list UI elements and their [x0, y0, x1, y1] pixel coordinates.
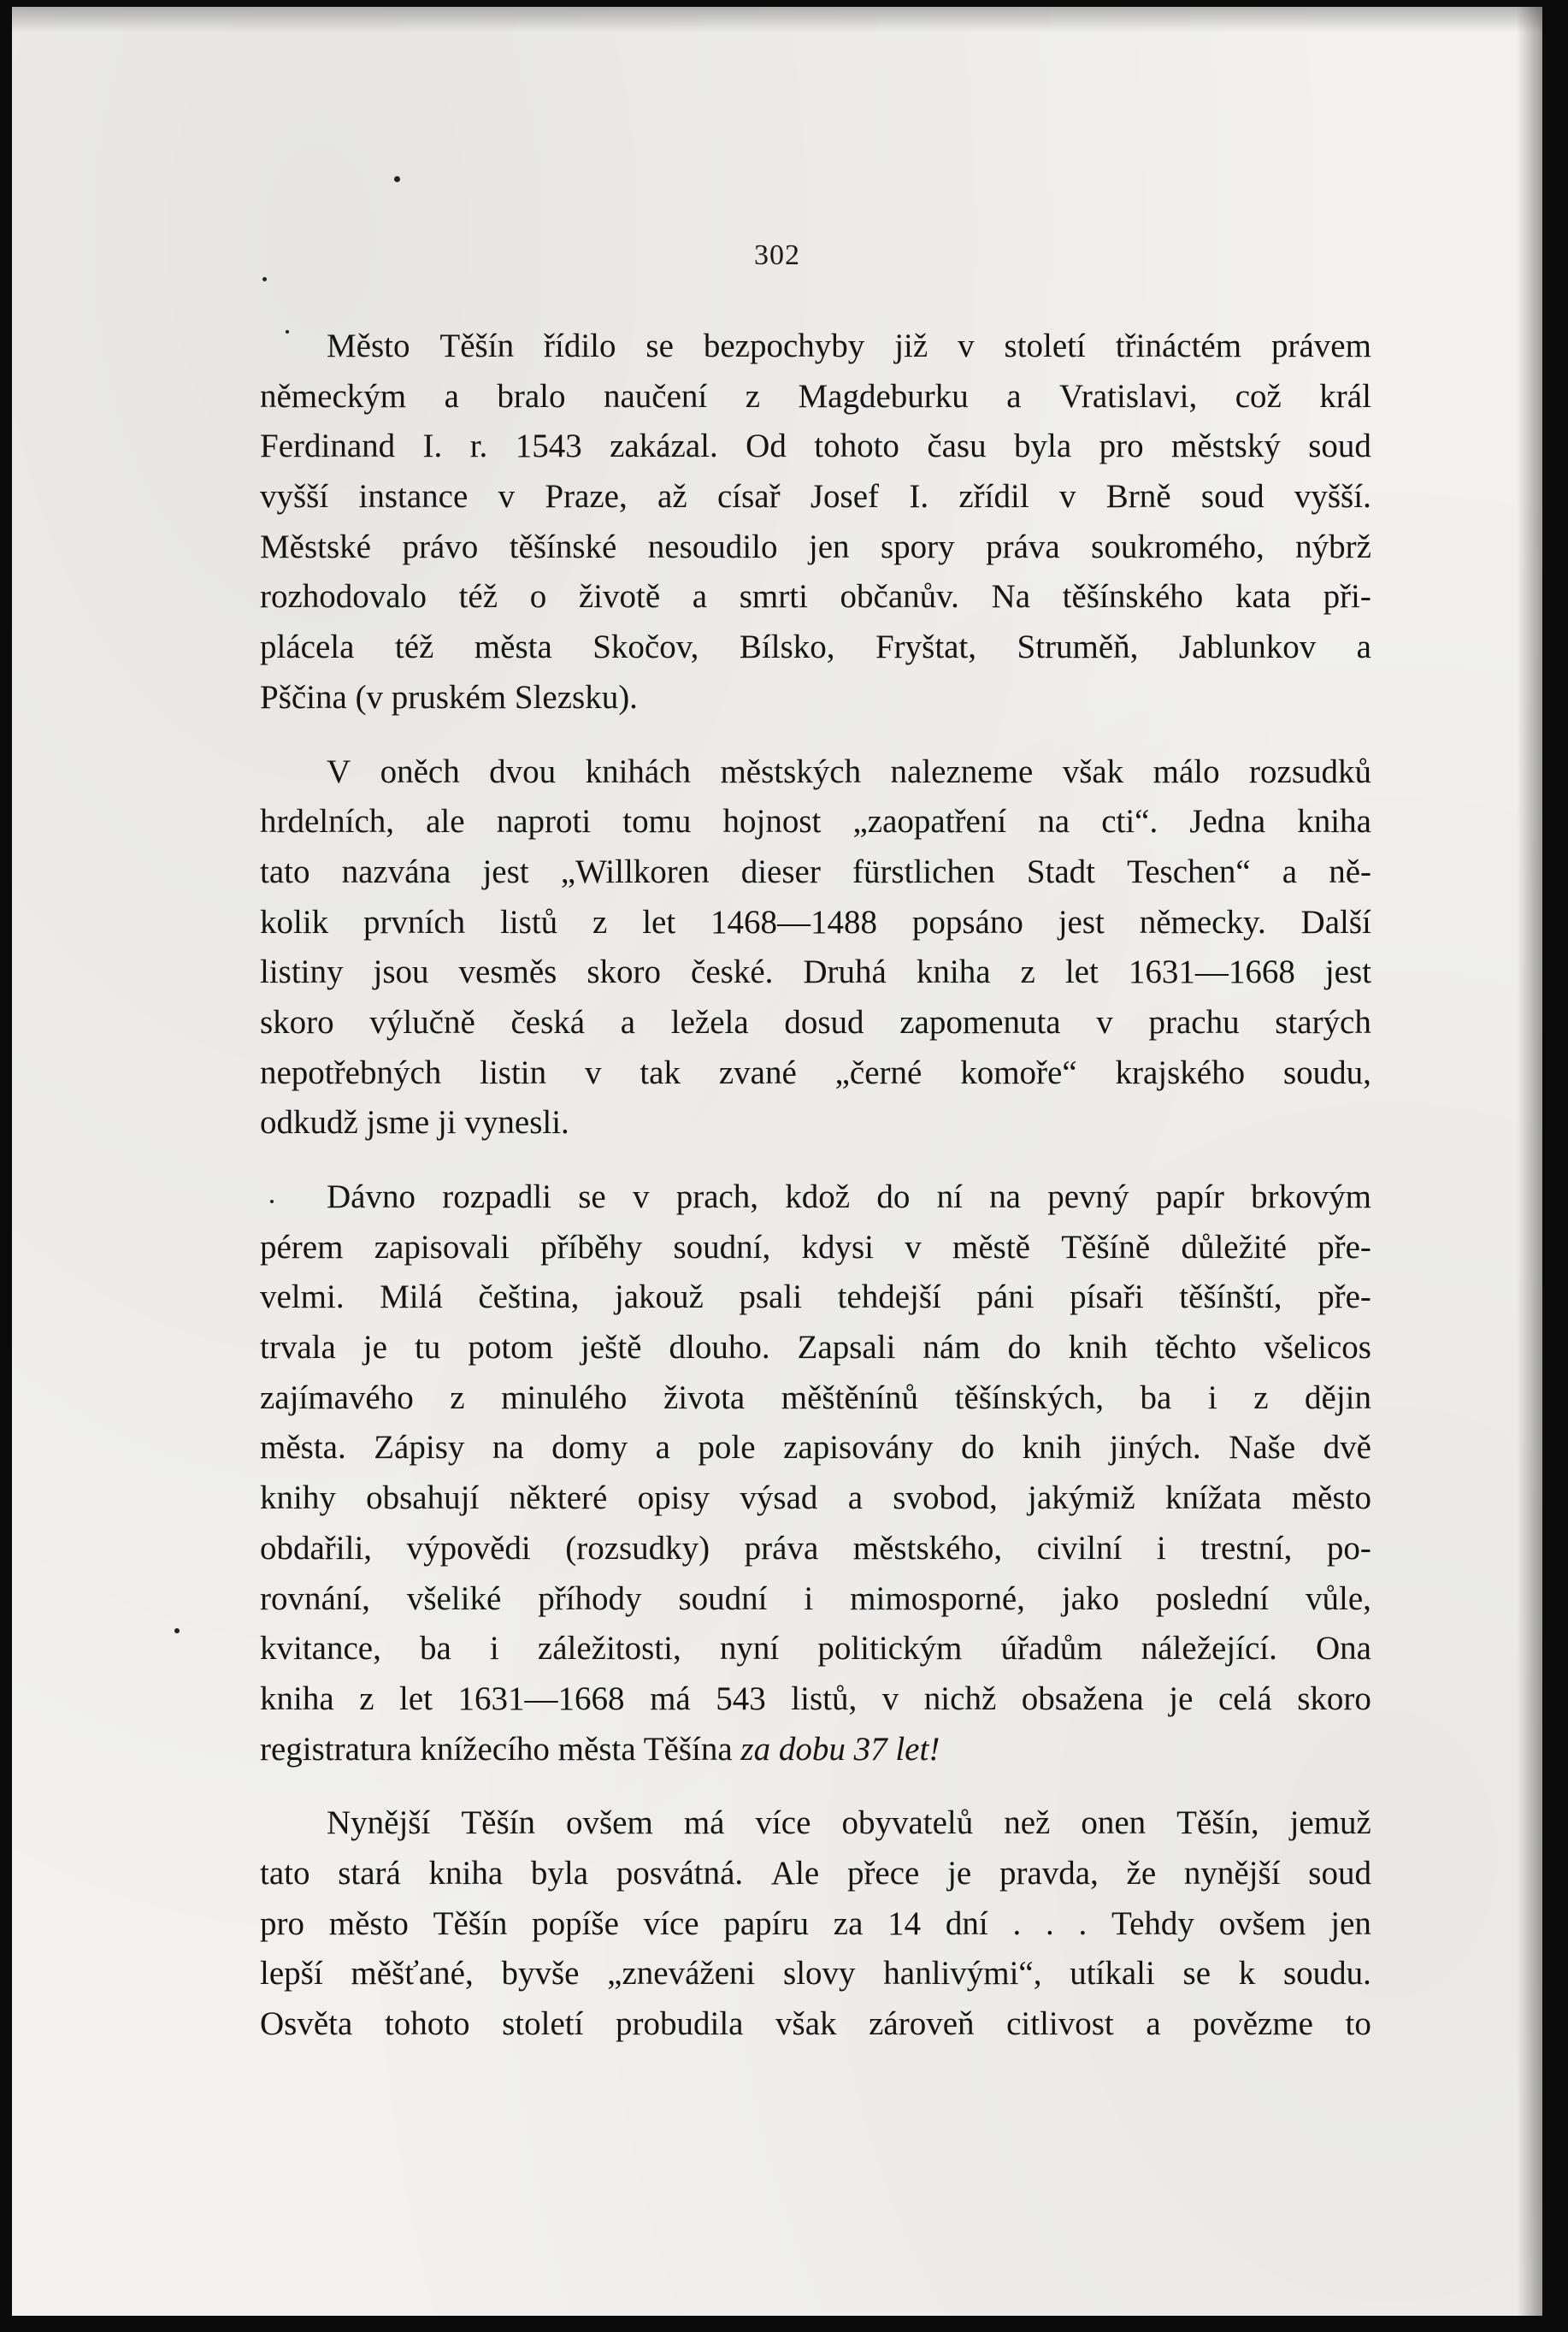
paragraph: [260, 747, 1371, 1149]
text-line: kolik prvních listů z let 1468—1488 popsáno jest německy. Další: [260, 903, 1371, 941]
body-text: [260, 322, 1371, 2050]
text-line: obdařili, výpovědi (rozsudky) práva městského, civilní i trestní, po-: [260, 1529, 1371, 1567]
text-line: odkudž jsme ji vynesli.: [260, 1104, 569, 1142]
text-line: kvitance, ba i záležitosti, nyní politickým úřadům náležející. Ona: [260, 1630, 1371, 1668]
text-line: trvala je tu potom ještě dlouho. Zapsali nám do knih těchto všelicos: [260, 1329, 1371, 1367]
text-line: tato nazvána jest „Willkoren dieser fürstlichen Stadt Teschen“ a ně-: [260, 853, 1371, 890]
text-line-roman: registratura knížecího města Těšína: [260, 1730, 741, 1768]
text-line: tato stará kniha byla posvátná. Ale přece je pravda, že nynější soud: [260, 1854, 1371, 1892]
text-line: Nynější Těšín ovšem má více obyvatelů než onen Těšín, jemuž: [327, 1804, 1371, 1842]
text-line: rovnání, všeliké příhody soudní i mimosporné, jako poslední vůle,: [260, 1579, 1371, 1617]
text-line: nepotřebných listin v tak zvané „černé komoře“ krajského soudu,: [260, 1054, 1371, 1091]
text-line: knihy obsahují některé opisy výsad a svobod, jakýmiž knížata město: [260, 1479, 1371, 1517]
text-line: města. Zápisy na domy a pole zapisovány do knih jiných. Naše dvě: [260, 1429, 1371, 1467]
text-line: kniha z let 1631—1668 má 543 listů, v nichž obsažena je celá skoro: [260, 1680, 1371, 1717]
text-line: pro město Těšín popíše více papíru za 14 dní . . . Tehdy ovšem jen: [260, 1904, 1371, 1942]
paragraph: [260, 322, 1371, 723]
text-line: vyšší instance v Praze, až císař Josef I. zřídil v Brně soud vyšší.: [260, 478, 1371, 516]
text-line: listiny jsou vesměs skoro české. Druhá kniha z let 1631—1668 jest: [260, 953, 1371, 991]
text-line: Městské právo těšínské nesoudilo jen spory práva soukromého, nýbrž: [260, 528, 1371, 565]
text-line: pérem zapisovali příběhy soudní, kdysi v městě Těšíně důležité pře-: [260, 1228, 1371, 1266]
text-line: zajímavého z minulého života měštěnínů těšínských, ba i z dějin: [260, 1379, 1371, 1416]
text-line: německým a bralo naučení z Magdeburku a Vratislavi, což král: [260, 377, 1371, 415]
text-line: Pščina (v pruském Slezsku).: [260, 678, 638, 716]
text-line: skoro výlučně česká a ležela dosud zapomenuta v prachu starých: [260, 1003, 1371, 1041]
page-number: 302: [754, 239, 800, 271]
paragraph: [260, 1798, 1371, 2049]
text-line: plácela též města Skočov, Bílsko, Fryštat, Struměň, Jablunkov a: [260, 629, 1371, 666]
text-line: Město Těšín řídilo se bezpochyby již v století třináctém právem: [327, 328, 1371, 364]
text-line: rozhodovalo též o životě a smrti občanův. Na těšínského kata při-: [260, 578, 1371, 616]
page-top-shadow: [12, 7, 1542, 32]
text-line: hrdelních, ale naproti tomu hojnost „zaopatření na cti“. Jedna kniha: [260, 803, 1371, 841]
page-right-shadow: [1517, 7, 1542, 2316]
ink-speck: [262, 277, 267, 281]
text-line: Dávno rozpadli se v prach, kdož do ní na pevný papír brkovým: [327, 1178, 1371, 1215]
text-line: Osvěta tohoto století probudila však zároveň citlivost a povězme to: [260, 2005, 1371, 2042]
paragraph: [260, 1172, 1371, 1774]
text-line: lepší měšťané, byvše „zneváženi slovy hanlivými“, utíkali se k soudu.: [260, 1955, 1371, 1993]
text-line: [260, 1725, 1371, 1775]
text-line: Ferdinand I. r. 1543 zakázal. Od tohoto času byla pro městský soud: [260, 428, 1371, 465]
text-line: velmi. Milá čeština, jakouž psali tehdejší páni písaři těšínští, pře-: [260, 1278, 1371, 1316]
ink-speck: [394, 176, 400, 182]
text-line-italic: za dobu 37 let!: [740, 1730, 940, 1768]
text-line: V oněch dvou knihách městských nalezneme však málo rozsudků: [327, 753, 1371, 790]
ink-speck: [174, 1628, 180, 1633]
book-page: [12, 7, 1542, 2316]
